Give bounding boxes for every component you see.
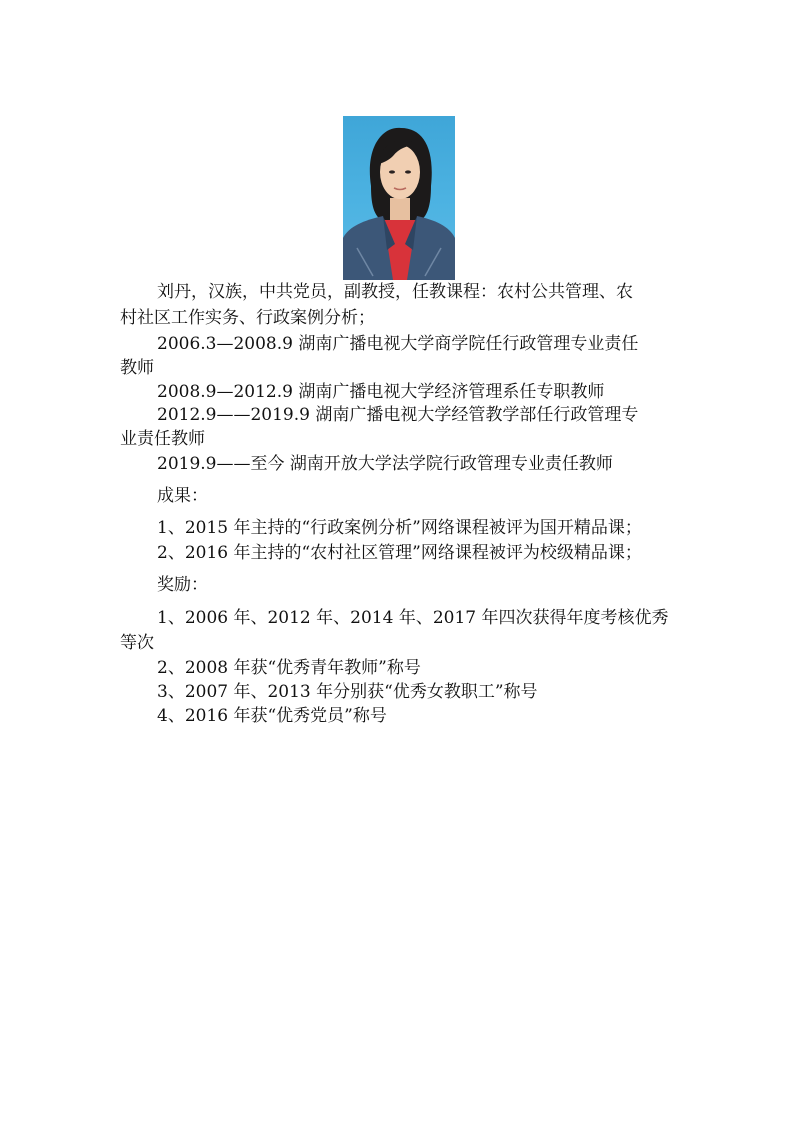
portrait-photo — [343, 116, 455, 280]
career-entry-4: 2019.9——至今 湖南开放大学法学院行政管理专业责任教师 — [157, 454, 613, 474]
career-entry-3: 2012.9——2019.9 湖南广播电视大学经管教学部任行政管理专 — [157, 405, 639, 425]
bio-intro-line-1: 刘丹，汉族，中共党员，副教授，任教课程：农村公共管理、农 — [157, 282, 633, 302]
achievement-item-2: 2、2016 年主持的“农村社区管理”网络课程被评为校级精品课； — [157, 543, 642, 563]
award-item-3: 3、2007 年、2013 年分别获“优秀女教职工”称号 — [157, 682, 538, 702]
portrait-illustration — [343, 116, 455, 280]
award-item-2: 2、2008 年获“优秀青年教师”称号 — [157, 658, 421, 678]
achievement-item-1: 1、2015 年主持的“行政案例分析”网络课程被评为国开精品课； — [157, 518, 642, 538]
award-item-4: 4、2016 年获“优秀党员”称号 — [157, 706, 387, 726]
bio-intro-line-2: 村社区工作实务、行政案例分析； — [120, 308, 375, 328]
award-item-1: 1、2006 年、2012 年、2014 年、2017 年四次获得年度考核优秀 — [157, 608, 669, 628]
award-item-1-cont: 等次 — [120, 633, 154, 653]
career-entry-1: 2006.3—2008.9 湖南广播电视大学商学院任行政管理专业责任 — [157, 334, 639, 354]
awards-heading: 奖励： — [157, 575, 208, 595]
career-entry-3-cont: 业责任教师 — [120, 429, 205, 449]
achievements-heading: 成果： — [157, 486, 208, 506]
career-entry-1-cont: 教师 — [120, 358, 154, 378]
career-entry-2: 2008.9—2012.9 湖南广播电视大学经济管理系任专职教师 — [157, 382, 605, 402]
